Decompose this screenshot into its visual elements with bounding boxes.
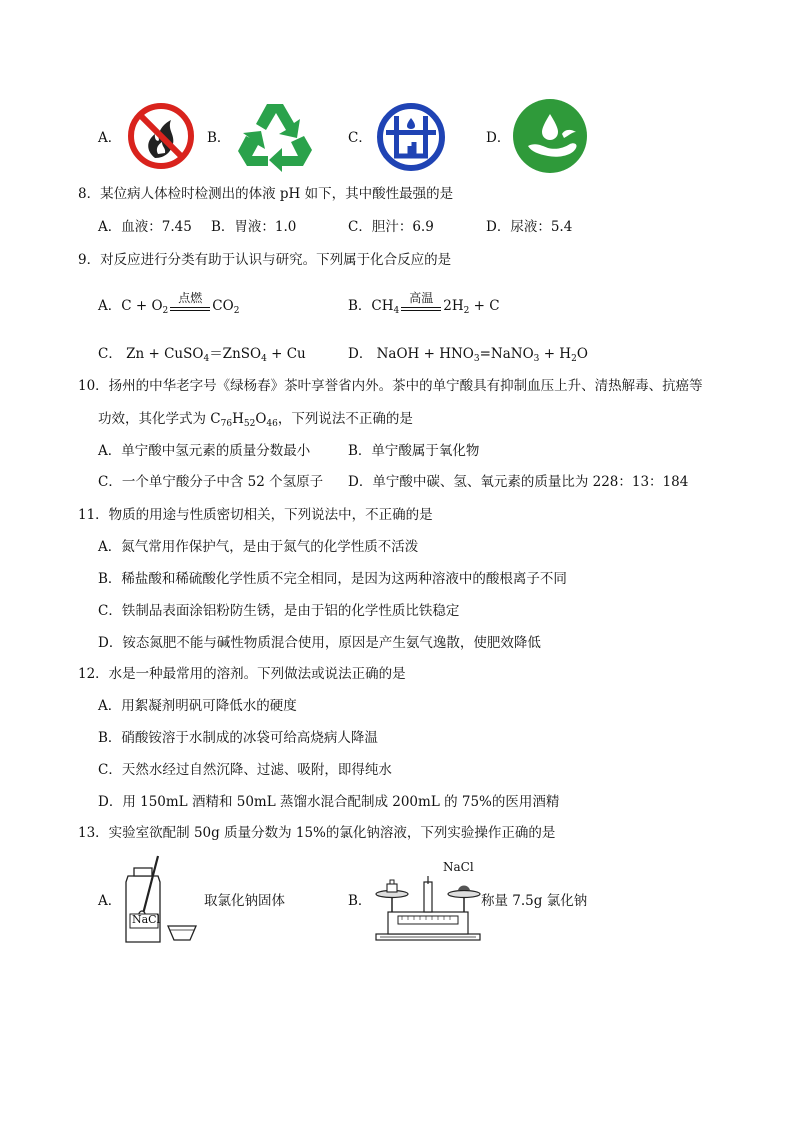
no-fire-icon — [127, 100, 195, 172]
q9-option-c-label: C． — [98, 346, 122, 362]
q9-option-b[interactable]: B．$CH_4$ 高温 $2H_2 + C$ — [348, 296, 500, 316]
q7-option-b-label[interactable]: B． — [207, 130, 231, 146]
q10-option-c[interactable]: C．一个单宁酸分子中含 52 个氢原子 — [98, 474, 324, 490]
q9-option-d[interactable]: D． NaOH + $HNO_3=NaNO_3 + H_2O$ — [348, 346, 588, 364]
q7-option-d-label[interactable]: D． — [486, 130, 511, 146]
q11-option-a[interactable]: A．氮气常用作保护气，是由于氮气的化学性质不活泼 — [98, 539, 419, 555]
q11-stem: 11．物质的用途与性质密切相关，下列说法中，不正确的是 — [78, 507, 433, 523]
q7-option-c-label[interactable]: C． — [348, 130, 372, 146]
balance-scale-icon — [372, 874, 484, 942]
q10-stem-part2: ，下列说法不正确的是 — [277, 411, 413, 427]
q10-option-a[interactable]: A．单宁酸中氢元素的质量分数最小 — [98, 443, 311, 459]
q12-option-d[interactable]: D．用 150mL 酒精和 50mL 蒸馏水混合配制成 200mL 的 75%的医用酒精 — [98, 794, 560, 810]
condition-text: 点燃 — [178, 291, 203, 305]
condition-text: 高温 — [409, 291, 434, 305]
q12-stem: 12．水是一种最常用的溶剂。下列做法或说法正确的是 — [78, 666, 406, 682]
q12-option-b[interactable]: B．硝酸铵溶于水制成的冰袋可给高烧病人降温 — [98, 730, 378, 746]
q9-option-b-label: B． — [348, 298, 372, 314]
q10-option-d[interactable]: D．单宁酸中碳、氢、氧元素的质量比为 228：13：184 — [348, 474, 689, 490]
q10-stem-line2: 功效，其化学式为 $C_{76}H_{52}O_{46}$，下列说法不正确的是 — [98, 411, 413, 429]
q9-option-a-label: A． — [98, 298, 122, 314]
q12-option-a[interactable]: A．用絮凝剂明矾可降低水的硬度 — [98, 698, 297, 714]
q13-option-a-label[interactable]: A． — [98, 893, 122, 909]
q13-option-b-caption: 称量 7.5g 氯化钠 — [481, 893, 588, 909]
q8-option-c[interactable]: C．胆汁：6.9 — [348, 219, 434, 235]
scale-label: NaCl — [443, 860, 474, 874]
q9-stem: 9．对反应进行分类有助于认识与研究。下列属于化合反应的是 — [78, 252, 452, 268]
q12-option-c[interactable]: C．天然水经过自然沉降、过滤、吸附，即得纯水 — [98, 762, 392, 778]
q9-option-a[interactable]: A．$C + O_2$ 点燃 $CO_2$ — [98, 296, 239, 316]
q10-stem-part1: 功效，其化学式为 C — [98, 411, 221, 427]
q13-option-a-caption: 取氯化钠固体 — [204, 893, 285, 909]
q8-option-b[interactable]: B．胃液：1.0 — [211, 219, 297, 235]
q8-option-a[interactable]: A．血液：7.45 — [98, 219, 192, 235]
q10-option-b[interactable]: B．单宁酸属于氧化物 — [348, 443, 480, 459]
q13-option-b-label[interactable]: B． — [348, 893, 372, 909]
green-water-icon — [512, 98, 588, 174]
water-saving-icon — [376, 102, 446, 172]
q8-option-d[interactable]: D．尿液：5.4 — [486, 219, 573, 235]
recycle-icon — [236, 98, 314, 174]
q11-option-d[interactable]: D．铵态氮肥不能与碱性物质混合使用，原因是产生氨气逸散，使肥效降低 — [98, 635, 541, 651]
reaction-condition-arrow — [401, 291, 441, 316]
reagent-bottle-icon — [120, 854, 200, 946]
bottle-label: NaCl — [132, 913, 161, 926]
q13-stem: 13．实验室欲配制 50g 质量分数为 15%的氯化钠溶液，下列实验操作正确的是 — [78, 825, 556, 841]
q8-stem: 8．某位病人体检时检测出的体液 pH 如下，其中酸性最强的是 — [78, 186, 454, 202]
reaction-condition-arrow — [170, 291, 210, 316]
q9-option-d-label: D． — [348, 346, 373, 362]
q9-option-c[interactable]: C． Zn + CuSO$_4$＝ZnSO$_4$ + Cu — [98, 346, 306, 364]
q10-stem-line1: 10．扬州的中华老字号《绿杨春》茶叶享誉省内外。茶中的单宁酸具有抑制血压上升、清热解毒、抗癌等 — [78, 378, 703, 394]
q11-option-c[interactable]: C．铁制品表面涂铝粉防生锈，是由于铝的化学性质比铁稳定 — [98, 603, 460, 619]
q7-option-a-label[interactable]: A． — [98, 130, 122, 146]
q11-option-b[interactable]: B．稀盐酸和稀硫酸化学性质不完全相同，是因为这两种溶液中的酸根离子不同 — [98, 571, 567, 587]
